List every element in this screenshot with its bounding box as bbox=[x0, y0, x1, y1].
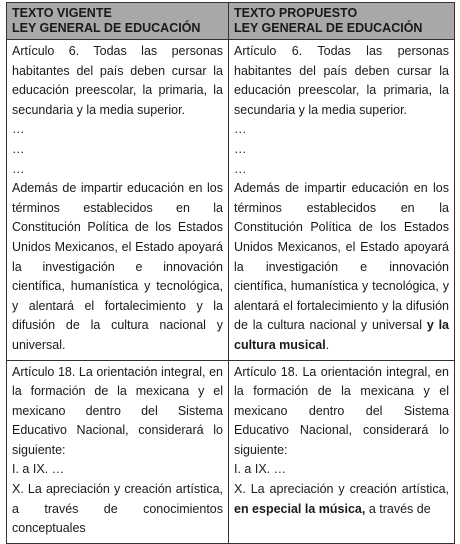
header-proposed-line1: TEXTO PROPUESTO bbox=[234, 6, 358, 20]
header-current-line1: TEXTO VIGENTE bbox=[12, 6, 112, 20]
article-18-item-range: I. a IX. … bbox=[12, 462, 65, 477]
proposed-addition-bold: y la cultura musical bbox=[234, 318, 449, 352]
ellipsis-line: … bbox=[12, 141, 25, 156]
article-6-second-paragraph: Además de impartir educación en los términos establecidos en la Constitución Política de los Estados Unidos Mexicanos, el Estado apoyará la investigación e innovación científica, humanística y tecnológica, y alentará el fortalecimiento y la difusión de la cultura nacional y universal. bbox=[12, 181, 223, 352]
proposed-end-text: a través de bbox=[368, 501, 431, 516]
article-18-paragraph: Artículo 18. La orientación integral, en la formación de la mexicana y el mexicano dentro del Sistema Educativo Nacional, considerará lo siguiente: bbox=[12, 364, 223, 457]
cell-current-article-18 bbox=[7, 360, 229, 543]
header-proposed-text bbox=[229, 3, 455, 40]
cell-current-article-6 bbox=[7, 40, 229, 361]
header-proposed-line2: LEY GENERAL DE EDUCACIÓN bbox=[234, 21, 423, 35]
proposed-end-text: . bbox=[325, 337, 330, 352]
cell-proposed-article-18 bbox=[229, 360, 455, 543]
ellipsis-line: … bbox=[234, 141, 247, 156]
proposed-plain-text: Además de impartir educación en los términos establecidos en la Constitución Política de los Estados Unidos Mexicanos, el Estado apoyará la investigación e innovación científica, humanística y tecnológica, y alentará el fortalecimiento y la difusión de la cultura nacional y universal bbox=[234, 181, 449, 333]
proposed-plain-text: X. La apreciación y creación artística, bbox=[234, 482, 449, 497]
table-row-article-18 bbox=[7, 360, 455, 543]
ellipsis-line: … bbox=[234, 122, 247, 137]
table-row-article-6 bbox=[7, 40, 455, 361]
cell-proposed-article-6 bbox=[229, 40, 455, 361]
ellipsis-line: … bbox=[12, 161, 25, 176]
article-6-paragraph: Artículo 6. Todas las personas habitantes del país deben cursar la educación preescolar, la primaria, la secundaria y la media superior. bbox=[234, 44, 449, 117]
header-row bbox=[7, 3, 455, 40]
comparison-table bbox=[6, 2, 455, 544]
article-18-item-range: I. a IX. … bbox=[234, 462, 287, 477]
ellipsis-line: … bbox=[234, 161, 247, 176]
header-current-line2: LEY GENERAL DE EDUCACIÓN bbox=[12, 21, 201, 35]
ellipsis-line: … bbox=[12, 122, 25, 137]
proposed-addition-bold: en especial la música, bbox=[234, 501, 366, 516]
document-page bbox=[6, 2, 454, 544]
header-current-text bbox=[7, 3, 229, 40]
article-6-second-paragraph-proposed bbox=[234, 179, 449, 355]
article-18-fraction-x: X. La apreciación y creación artística, a través de conocimientos conceptuales bbox=[12, 482, 223, 536]
article-6-paragraph: Artículo 6. Todas las personas habitantes del país deben cursar la educación preescolar, la primaria, la secundaria y la media superior. bbox=[12, 44, 223, 117]
article-18-fraction-x-proposed bbox=[234, 480, 449, 519]
article-18-paragraph: Artículo 18. La orientación integral, en la formación de la mexicana y el mexicano dentro del Sistema Educativo Nacional, considerará lo siguiente: bbox=[234, 364, 449, 457]
